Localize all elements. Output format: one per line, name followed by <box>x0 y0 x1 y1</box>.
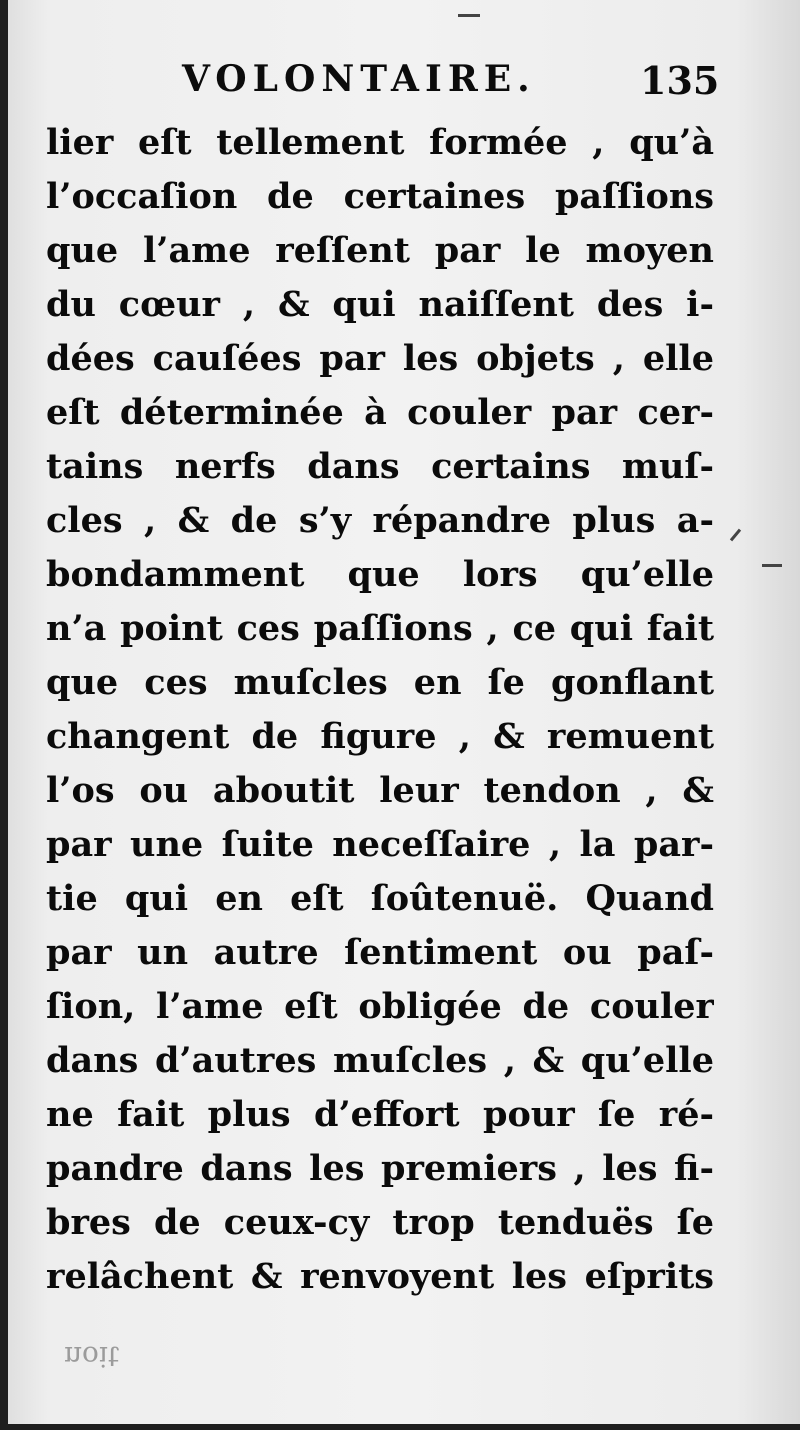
running-head <box>0 58 800 118</box>
text-line: l’os ou aboutit leur tendon , & <box>46 770 714 811</box>
text-line: tains nerfs dans certains muſ- <box>46 446 714 487</box>
text-line: cles , & de s’y répandre plus a- <box>46 500 714 541</box>
text-line: dées cauſées par les objets , elle <box>46 338 714 379</box>
text-line: relâchent & renvoyent les eſprits <box>46 1256 714 1297</box>
text-line: bres de ceux-cy trop tenduës ſe <box>46 1202 714 1243</box>
text-line: que l’ame reſſent par le moyen <box>46 230 714 271</box>
page-edge-left <box>0 0 8 1430</box>
page-edge-bottom <box>0 1424 800 1430</box>
margin-tick-mark <box>730 529 741 542</box>
text-line: lier eſt tellement formée , qu’à <box>46 122 714 163</box>
text-line: que ces muſcles en ſe gonflant <box>46 662 714 703</box>
text-line: changent de figure , & remuent <box>46 716 714 757</box>
body-text <box>46 116 714 1304</box>
margin-tick-mark <box>458 14 480 17</box>
text-line: par une ſuite neceſſaire , la par- <box>46 824 714 865</box>
bleed-through-mark: noit <box>64 1340 120 1373</box>
text-line: dans d’autres muſcles , & qu’elle <box>46 1040 714 1081</box>
text-line: n’a point ces paſſions , ce qui fait <box>46 608 714 649</box>
text-line: l’occaſion de certaines paſſions <box>46 176 714 217</box>
text-line: pandre dans les premiers , les fi- <box>46 1148 714 1189</box>
margin-tick-mark <box>762 564 782 567</box>
text-line: bondamment que lors qu’elle <box>46 554 714 595</box>
text-line: ne fait plus d’effort pour ſe ré- <box>46 1094 714 1135</box>
page-number: 135 <box>640 58 720 103</box>
text-line: par un autre ſentiment ou paſ- <box>46 932 714 973</box>
text-line: ſion, l’ame eſt obligée de couler <box>46 986 714 1027</box>
running-head-title: VOLONTAIRE. <box>182 58 536 100</box>
text-line: eſt déterminée à couler par cer- <box>46 392 714 433</box>
text-line: du cœur , & qui naiſſent des i- <box>46 284 714 325</box>
text-line: tie qui en eſt ſoûtenuë. Quand <box>46 878 714 919</box>
